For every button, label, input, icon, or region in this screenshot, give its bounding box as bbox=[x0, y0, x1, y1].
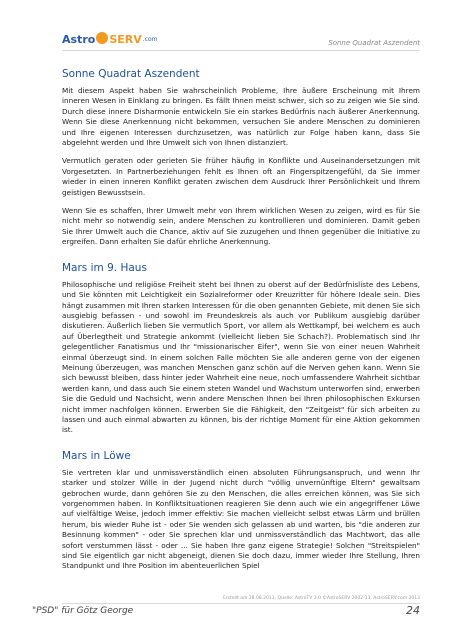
header-divider bbox=[62, 50, 420, 51]
logo-serv-text: SERV bbox=[109, 32, 142, 46]
section-heading: Mars im 9. Haus bbox=[62, 261, 147, 274]
section-heading: Sonne Quadrat Aszendent bbox=[62, 68, 200, 80]
paragraph: Vermutlich geraten oder gerieten Sie früher häufig in Konflikte und Auseinandersetzungen mit Vorgesetzten. In Partnerbeziehungen fehlt es Ihnen oft an Fingerspitzengefühl, da Sie immer wieder in einen inneren Konflikt geraten zwischen dem Ausdruck Ihrer Persönlichkeit und Ihrem geistigen Bewusstsein. bbox=[62, 156, 420, 197]
paragraph: Wenn Sie es schaffen, Ihrer Umwelt mehr von Ihrem wirklichen Wesen zu zeigen, wird es für Sie nicht mehr so notwendig sein, andere Menschen zu kontrollieren und dominieren. Damit geben Sie Ihrer Umwelt auch die Chance, aktiv auf Sie zuzugehen und Ihnen gegenüber die Initiative zu ergreifen. Dann erhalten Sie dafür ehrliche Anerkennung. bbox=[62, 206, 420, 247]
section-sonne-quadrat-aszendent bbox=[62, 68, 420, 248]
section-mars-im-9-haus bbox=[62, 262, 420, 436]
paragraph: Mit diesem Aspekt haben Sie wahrscheinlich Probleme, Ihre äußere Erscheinung mit Ihrem inneren Wesen in Einklang zu bringen. Es fällt Ihnen meist schwer, sich so zu zeigen wie Sie sind. Durch diese innere Disharmonie entwickeln Sie ein starkes Bedürfnis nach äußerer Anerkennung. Wenn Sie diese Anerkennung nicht bekommen, versuchen Sie andere Menschen zu dominieren und Ihre eigenen Interessen durchzusetzen, was natürlich zur Folge haben kann, dass Sie abgelehnt werden und Ihre Umwelt sich von Ihnen distanziert. bbox=[62, 86, 420, 148]
logo-astro-text: Astro bbox=[62, 32, 96, 46]
main-content bbox=[62, 68, 420, 580]
logo-com-text: .com bbox=[142, 35, 158, 43]
page-number: 24 bbox=[406, 604, 420, 617]
running-head: Sonne Quadrat Aszendent bbox=[328, 39, 420, 47]
paragraph: Sie vertreten klar und unmissverständlich einen absoluten Führungsanspruch, und wenn Ihr starker und stolzer Wille in der Jugend nicht durch "völlig unvernünftige Eltern" gewaltsam gebrochen wurde, dann gehören Sie zu den Menschen, die alles erreichen können, was Sie sich vorgenommen haben. In Konfliktsituationen reagieren Sie denn auch wie ein angegriffener Löwe auf vielfältige Weise, jedoch immer effektiv: Sie machen vielleicht selbst etwas Lärm und brüllen herum, bis wieder Ruhe ist - oder Sie wenden sich gelassen ab und warten, bis "die anderen zur Besinnung kommen" - oder Sie sprechen klar und unmissverständlich das Machtwort, das alle sofort verstummen lässt - oder ... Sie haben Ihre ganz eigene Strategie! Solchen "Streitspielen" sind Sie eigentlich gar nicht abgeneigt, dienen Sie doch dazu, immer wieder Ihre Stellung, Ihren Standpunkt und Ihre Position im abenteuerlichen Spiel bbox=[62, 467, 420, 571]
astroserv-logo bbox=[62, 31, 157, 47]
footer-document-title: "PSD" für Götz George bbox=[32, 606, 134, 616]
logo-sun-icon bbox=[96, 32, 108, 44]
paragraph: Philosophische und religiöse Freiheit steht bei Ihnen zu oberst auf der Bedürfnisliste des Lebens, und Sie könnten mit Leichtigkeit ein Sozialreformer oder Kreuzritter für höhere Ideale sein. Dies hängt zusammen mit Ihren starken Interessen für die oben genannten Gebiete, mit denen Sie sich ausgiebig befassen - und sowohl im Freundeskreis als auch vor Publikum ausgiebig darüber diskutieren. Äußerlich lieben Sie vermutlich Sport, vor allem als Wettkampf, bei welchem es auch auf Überlegtheit und Strategie ankommt (vielleicht lieben Sie Schach?). Problematisch sind Ihr gelegentlicher Fanatismus und Ihr "missionarischer Eifer", wenn Sie von einer neuen Wahrheit einmal überzeugt sind. In einem solchen Falle möchten Sie alle anderen gerne von der eigenen Meinung überzeugen, was manchen Menschen ganz schön auf die Nerven gehen kann. Wenn Sie sich bewusst bleiben, dass hinter jeder Wahrheit eine neue, noch umfassendere Wahrheit sichtbar werden kann, und dass auch Sie einem steten Wandel und Wachstum unterworfen sind, erwerben Sie die Geduld und Nachsicht, wenn andere Menschen Ihnen bei Ihren philosophischen Exkursen nicht immer nachfolgen können. Erwerben Sie die Fähigkeit, den "Zeitgeist" für sich arbeiten zu lassen und auch einmal abwarten zu können, bis der richtige Moment für eine Aktion gekommen ist. bbox=[62, 279, 420, 435]
footer-divider bbox=[62, 603, 420, 604]
footer-source-line: Erstellt am 28.08.2013, Quelle: AstroTV 3.0 ©AstroSERV 2002-13, AstroSERV.com 2013 bbox=[222, 596, 420, 601]
section-heading: Mars in Löwe bbox=[62, 449, 131, 462]
section-mars-in-loewe bbox=[62, 450, 420, 572]
